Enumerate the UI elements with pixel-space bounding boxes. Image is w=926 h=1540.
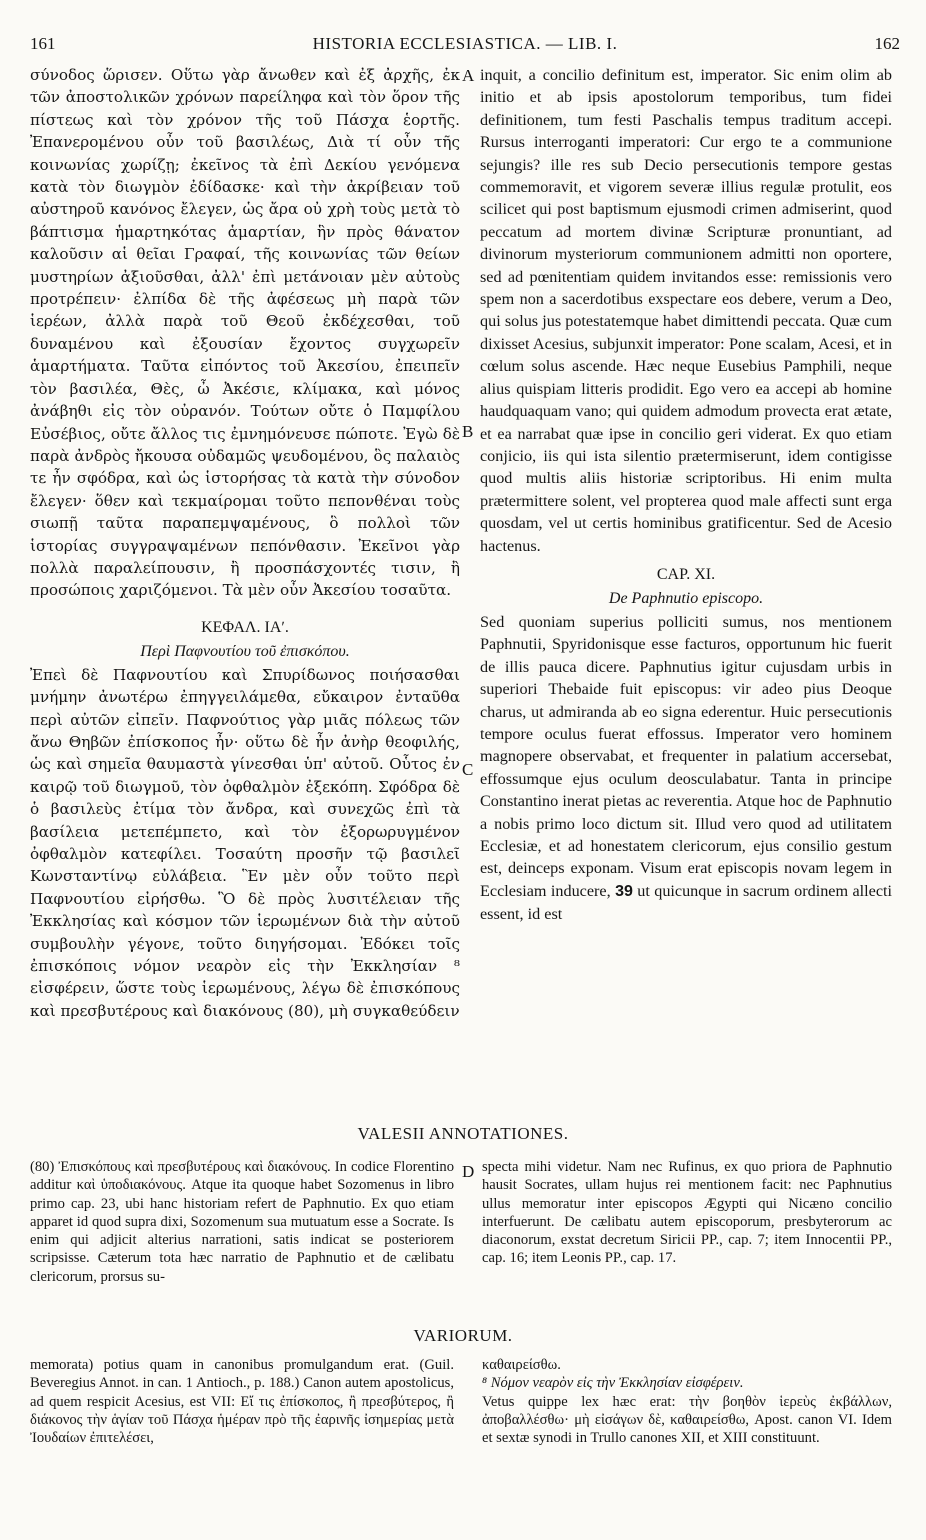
greek-chapter-title	[30, 640, 460, 664]
valesii-right-text: specta mihi videtur. Nam nec Rufinus, ex quo priora de Paphnutio hausit Socrates, ullam hujus rei mentionem facit: nec Paphnutius ullus memoratur inter episcopos Ægypti qui Nicæno concilio interfuerunt. De cælibatu autem episcoporum, presbyterorum ac diaconorum, exstat decretum Siricii PP., cap. 7; item Innocentii PP., cap. 16; item Leonis PP., cap. 17.	[482, 1159, 892, 1267]
margin-marker-c: C	[462, 760, 474, 779]
variorum-right-text: Vetus quippe lex hæc erat: τὴν βοηθὸν ἱερεὺς ἐκβάλλων, ἀποβαλλέσθω· μὴ εἰσάγων δὲ, καθαιρείσθω, Apost. canon VI. Idem et sextæ synodi in Trullo canones XII, et XIII constituunt.	[482, 1393, 892, 1447]
variorum-right-lemma: ⁸ Νόμον νεαρὸν εἰς τὴν Ἐκκλησίαν εἰσφέρειν.	[482, 1375, 744, 1392]
valesii-note-left	[30, 1158, 454, 1286]
margin-marker-a: A	[462, 66, 475, 85]
latin-paragraph-2-end: ut quicunque in sacrum ordinem allecti essent, id est	[480, 881, 892, 924]
variorum-note-left	[30, 1356, 454, 1447]
latin-chapter-title	[480, 587, 892, 611]
margin-marker-b: B	[462, 422, 474, 441]
margin-marker-d: D	[462, 1162, 475, 1181]
latin-column	[480, 64, 892, 926]
running-header	[30, 34, 900, 60]
greek-paragraph-1: σύνοδος ὥρισεν. Οὕτω γὰρ ἄνωθεν καὶ ἐξ ἀρχῆς, ἐκ τῶν ἀποστολικῶν χρόνων παρείληφα καὶ τὸν ὅρον τῆς πίστεως καὶ τὸν χρόνον τῆς τοῦ Πάσχα ἑορτῆς. Ἐπανερομένου οὖν τοῦ βασιλέως, Διὰ τί οὖν τῆς κοινωνίας χωρίζῃ; ἐκεῖνος τὰ ἐπὶ Δεκίου γενόμενα κατὰ τὸν διωγμὸν ἐδίδασκε· καὶ τὴν ἀκρίβειαν τοῦ αὐστηροῦ κανόνος ἔλεγεν, ὡς ἄρα οὐ χρὴ τοὺς μετὰ τὸ βάπτισμα ἡμαρτηκότας ἁμαρτίαν, ἣν πρὸς θάνατον καλοῦσιν αἱ θεῖαι Γραφαί, τῆς κοινωνίας τῶν θείων μυστηρίων ἀξιοῦσθαι, ἀλλ' ἐπὶ μετάνοιαν μὲν αὐτοὺς προτρέπειν· ἐλπίδα δὲ τῆς ἀφέσεως μὴ παρὰ τῶν ἱερέων, ἀλλὰ παρὰ τοῦ Θεοῦ ἐκδέχεσθαι, τοῦ δυναμένου καὶ ἐξουσίαν ἔχοντος συγχωρεῖν ἁμαρτήματα. Ταῦτα εἰπόντος τοῦ Ἀκεσίου, ἐπειπεῖν τὸν βασιλέα, Θὲς, ὦ Ἀκέσιε, κλίμακα, καὶ μόνος ἀνάβηθι εἰς τὸν οὐρανόν. Τούτων οὔτε ὁ Παμφίλου Εὐσέβιος, οὔτε ἄλλος τις ἐμνημόνευσε πώποτε. Ἐγὼ δὲ παρὰ ἀνδρὸς ἤκουσα οὐδαμῶς ψευδομένου, ὃς παλαιὸς τε ἦν σφόδρα, καὶ ὡς ἱστορήσας τὰ κατὰ τὴν σύνοδον ἔλεγεν· ὅθεν καὶ τεκμαίρομαι τοῦτο πεπονθέναι τοὺς σιωπῇ ταῦτα παραπεμψαμένους, ὃ πολλοὶ τῶν ἱστορίας συγγραψαμένων πεπόνθασιν. Ἐκεῖνοι γὰρ πολλὰ παραλείπουσιν, ἢ προσπάσχοντές τισιν, ἢ προσώποις χαριζόμενοι. Τὰ μὲν οὖν Ἀκεσίου τοσαῦτα.	[30, 66, 460, 600]
latin-chapter-number: CAP. XI.	[656, 565, 716, 583]
latin-chapter-title-text: De Paphnutio episcopo.	[608, 589, 764, 607]
variorum-heading: VARIORUM.	[413, 1326, 513, 1345]
valesii-note-right	[482, 1158, 892, 1268]
variorum-note-right	[482, 1356, 892, 1447]
valesii-heading: VALESII ANNOTATIONES.	[357, 1124, 569, 1143]
page-number-right: 162	[874, 34, 900, 53]
valesii-left-text: (80) Ἐπισκόπους καὶ πρεσβυτέρους καὶ διακόνους. In codice Florentino additur καὶ ὑποδιακόνους. Atque ita quoque habet Sozomenus in libro primo cap. 23, ubi hanc historiam refert de Paphnutio. Ex quo etiam apparet id quod supra dixi, Sozomenum sua mutuatum esse a Socrate. Is enim qui adjicit alterius narrationi, satis indicat se posteriorem scripsisse. Cæterum tota hæc narratio de Paphnutio et de cælibatu clericorum, prorsus su-	[30, 1159, 454, 1285]
variorum-left-text: memorata) potius quam in canonibus promulgandum erat. (Guil. Beveregius Annot. in can. 1 Antioch., p. 188.) Canon autem apostolicus, ad quem respicit Acesius, est VII: Εἴ τις ἐπίσκοπος, ἢ πρεσβύτερος, ἢ διάκονος τὴν ἁγίαν τοῦ Πάσχα ἡμέραν πρὸ τῆς ἐαρινῆς ἰσημερίας μετὰ Ἰουδαίων ἐπιτελέσει,	[30, 1357, 454, 1447]
greek-chapter-title-text: Περὶ Παφνουτίου τοῦ ἐπισκόπου.	[140, 642, 350, 660]
greek-column	[30, 64, 460, 1022]
latin-paragraph-2-text: Sed quoniam superius polliciti sumus, nos mentionem Paphnutii, Spyridonisque esse facturos, opportunum hic fuerit de illis pauca dicere. Paphnutius igitur cujusdam urbis in superiori Thebaide fuit episcopus: vir adeo pius Deoque charus, ut admiranda ab eo signa ederentur. Huic persecutionis tempore oculus fuerat effossus. Imperator vero hominem magnopere observabat, et frequenter in palatium accersebat, effossumque ejus oculum deosculabatur. Tanta in principe Constantino inerat pietas ac reverentia. Atque hoc de Paphnutio a nobis primo loco dictum sit. Illud vero quod ad utilitatem Ecclesiæ, et ad honestatem clericorum, ejus consilio gestum est, deinceps exponam. Visum erat episcopis novam legem in Ecclesiam inducere,	[480, 612, 892, 900]
column-number-mark: 39	[615, 882, 633, 900]
page-number-left: 161	[30, 34, 56, 53]
greek-paragraph-2: Ἐπεὶ δὲ Παφνουτίου καὶ Σπυρίδωνος ποιήσασθαι μνήμην ἀνωτέρω ἐπηγγειλάμεθα, εὔκαιρον ἐνταῦθα περὶ αὐτῶν εἰπεῖν. Παφνούτιος γὰρ μιᾶς πόλεως τῶν ἄνω Θηβῶν ἐπίσκοπος ἦν· οὕτω δὲ ἦν ἀνὴρ θεοφιλής, ὡς καὶ σημεῖα θαυμαστὰ γίνεσθαι ὑπ' αὐτοῦ. Οὗτος ἐν καιρῷ τοῦ διωγμοῦ, τὸν ὀφθαλμὸν ἐξεκόπη. Σφόδρα δὲ ὁ βασιλεὺς ἐτίμα τὸν ἄνδρα, καὶ συνεχῶς ἐπὶ τὰ βασίλεια μετεπέμπετο, καὶ τὸν ἐξορωρυγμένον ὀφθαλμὸν κατεφίλει. Τοσαύτη προσῆν τῷ βασιλεῖ Κωνσταντίνῳ εὐλάβεια. Ἓν μὲν οὖν τοῦτο περὶ Παφνουτίου εἰρήσθω. Ὃ δὲ πρὸς λυσιτέλειαν τῆς Ἐκκλησίας καὶ κόσμον τῶν ἱερωμένων διὰ τὴν αὐτοῦ συμβουλὴν γέγονε, τοῦτο διηγήσομαι. Ἐδόκει τοῖς ἐπισκόποις νόμον νεαρὸν εἰς τὴν Ἐκκλησίαν ⁸ εἰσφέρειν, ὥστε τοὺς ἱερωμένους, λέγω δὲ ἐπισκόπους καὶ πρεσβυτέρους καὶ διακόνους (80), μὴ συγκαθεύδειν	[30, 665, 460, 1020]
running-title: HISTORIA ECCLESIASTICA. — LIB. I.	[312, 34, 618, 53]
greek-chapter-number: ΚΕΦΑΛ. ΙΑʹ.	[201, 618, 289, 636]
variorum-right-line-1: καθαιρείσθω.	[482, 1357, 561, 1373]
latin-paragraph-1: inquit, a concilio definitum est, imperator. Sic enim olim ab initio et ab ipsis apostolorum temporibus, tum fidei definitionem, tum festi Paschalis tempus traditum accepi. Rursus interroganti imperatori: Cur ergo te a communione sejungis? ille res sub Decio persecutionis tempore gestas commemoravit, et vigorem severæ illius regulæ protulit, eos scilicet qui post baptismum ejusmodi crimen admiserint, quod peccatum ad mortem divinæ Scripturæ pronuntiant, ad divinorum mysteriorum communionem admitti non oportere, sed ad pœnitentiam quidem invitandos esse: remissionis vero spem non a sacerdotibus exspectare eos debere, verum a Deo, qui solus jus potestatemque habet dimittendi peccata. Quæ cum dixisset Acesius, subjunxit imperator: Pone scalam, Acesi, et in cœlum solus ascende. Hæc neque Eusebius Pamphili, neque alius quispiam litteris prodidit. Ego vero ea accepi ab homine haudquaquam vano; qui quidem admodum provecta erat ætate, et ea narrabat quæ ipse in concilio geri viderat. Ex quo etiam conjicio, iis qui ista silentio prætermiserunt, idem contigisse quod multis aliis historiæ scriptoribus. Hi enim multa prætermittere solent, vel propterea quod male affecti sunt erga quosdam, vel ut certis hominibus gratificentur. Sed de Acesio hactenus.	[480, 66, 892, 555]
latin-paragraph-2	[480, 611, 892, 926]
